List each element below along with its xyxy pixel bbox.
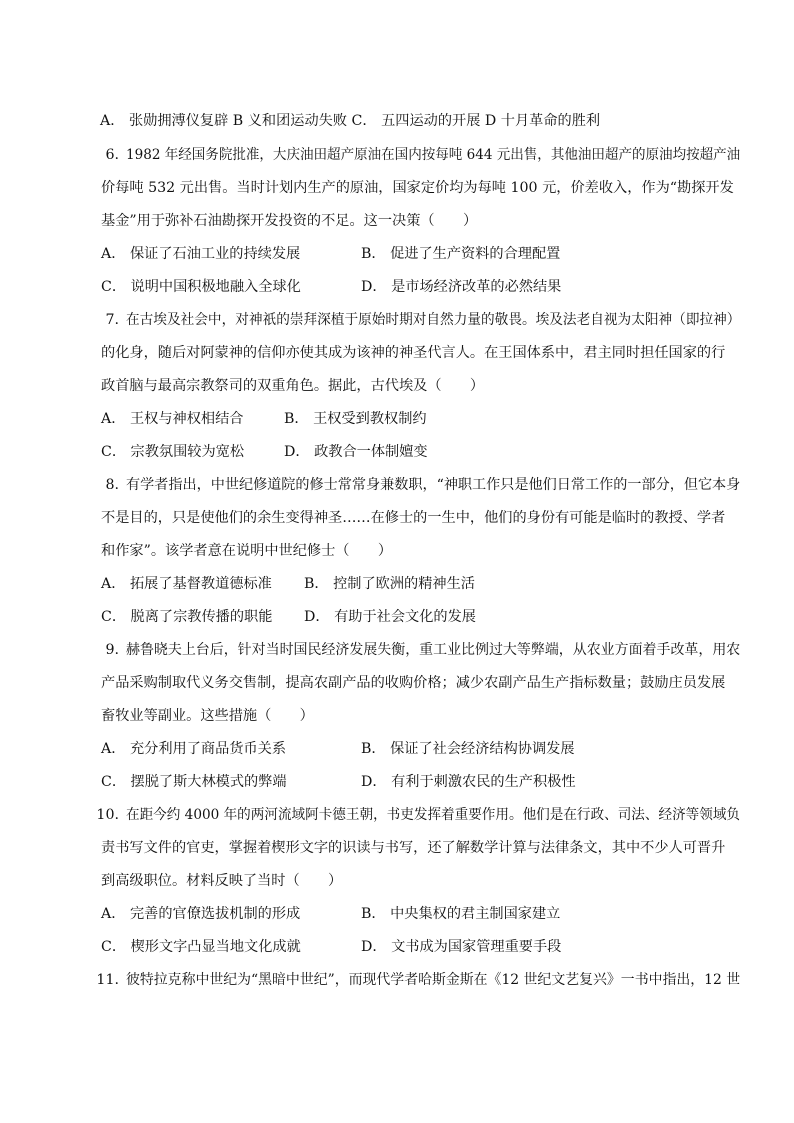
- q9-stem-line-2: 产品采购制取代义务交售制，提高农副产品的收购价格；减少农副产品生产指标数量；鼓励庄员发展: [101, 675, 726, 691]
- q8-option-d[interactable]: D． 有助于社会文化的发展: [304, 609, 476, 625]
- q9-stem-line-3: 畜牧业等副业。这些措施（ ）: [101, 708, 314, 724]
- q7-number: 7.: [105, 312, 119, 328]
- q10-number: 10.: [96, 807, 119, 823]
- q7-stem-line-3: 政首脑与最高宗教祭司的双重角色。据此，古代埃及（ ）: [101, 378, 485, 394]
- q8-option-a[interactable]: A． 拓展了基督教道德标准: [101, 576, 272, 592]
- q9-stem-line-1: 赫鲁晓夫上台后，针对当时国民经济发展失衡，重工业比例过大等弊端，从农业方面着手改革，用农: [126, 642, 741, 658]
- q11-stem-line-1: 彼特拉克称中世纪为“黑暗中世纪”，而现代学者哈斯金斯在《12 世纪文艺复兴》一书中指出，12 世: [126, 972, 741, 988]
- q10-stem-line-3: 到高级职位。材料反映了当时（ ）: [101, 873, 343, 889]
- q9-option-c[interactable]: C． 摆脱了斯大林模式的弊端: [101, 774, 287, 790]
- q6-option-b[interactable]: B． 促进了生产资料的合理配置: [361, 246, 561, 262]
- q9-option-b[interactable]: B． 保证了社会经济结构协调发展: [361, 741, 575, 757]
- q5-options: A． 张勋拥溥仪复辟 B 义和团运动失败 C． 五四运动的开展 D 十月革命的胜利: [100, 113, 601, 129]
- q11-number: 11.: [96, 972, 119, 988]
- q6-option-d[interactable]: D． 是市场经济改革的必然结果: [361, 279, 562, 295]
- q10-option-d[interactable]: D． 文书成为国家管理重要手段: [361, 939, 562, 955]
- q7-option-a[interactable]: A． 王权与神权相结合: [101, 411, 244, 427]
- q7-stem-line-1: 在古埃及社会中，对神祇的崇拜深植于原始时期对自然力量的敬畏。埃及法老自视为太阳神（即拉神）: [126, 312, 741, 328]
- q6-stem-line-2: 价每吨 532 元出售。当时计划内生产的原油，国家定价均为每吨 100 元，价差收入，作为“勘探开发: [101, 180, 734, 196]
- q7-option-d[interactable]: D． 政教合一体制嬗变: [284, 444, 428, 460]
- q8-stem-line-1: 有学者指出，中世纪修道院的修士常常身兼数职，“神职工作只是他们日常工作的一部分，但它本身: [126, 477, 741, 493]
- q8-stem-line-3: 和作家”。该学者意在说明中世纪修士（ ）: [101, 543, 393, 559]
- q9-option-a[interactable]: A． 充分利用了商品货币关系: [101, 741, 287, 757]
- q6-stem-line-3: 基金”用于弥补石油勘探开发投资的不足。这一决策（ ）: [101, 213, 478, 229]
- q10-stem-line-2: 责书写文件的官吏，掌握着楔形文字的识读与书写，还了解数学计算与法律条文，其中不少人可晋升: [101, 840, 726, 856]
- q8-stem-line-2: 不是目的，只是使他们的余生变得神圣……在修士的一生中，他们的身份有可能是临时的教授、学者: [101, 510, 726, 526]
- q10-option-b[interactable]: B． 中央集权的君主制国家建立: [361, 906, 561, 922]
- q6-option-c[interactable]: C． 说明中国积极地融入全球化: [101, 279, 301, 295]
- q7-option-c[interactable]: C． 宗教氛围较为宽松: [101, 444, 245, 460]
- q6-number: 6.: [105, 147, 119, 163]
- q9-number: 9.: [105, 642, 119, 658]
- q7-option-b[interactable]: B． 王权受到教权制约: [284, 411, 427, 427]
- q10-option-a[interactable]: A． 完善的官僚选拔机制的形成: [101, 906, 301, 922]
- q6-option-a[interactable]: A． 保证了石油工业的持续发展: [101, 246, 301, 262]
- q9-option-d[interactable]: D． 有利于刺激农民的生产积极性: [361, 774, 576, 790]
- q6-stem-line-1: 1982 年经国务院批准，大庆油田超产原油在国内按每吨 644 元出售，其他油田超产的原油均按超产油: [126, 147, 741, 163]
- q8-option-c[interactable]: C． 脱离了宗教传播的职能: [101, 609, 273, 625]
- q7-stem-line-2: 的化身，随后对阿蒙神的信仰亦使其成为该神的神圣代言人。在王国体系中，君主同时担任国家的行: [101, 345, 726, 361]
- q10-option-c[interactable]: C． 楔形文字凸显当地文化成就: [101, 939, 301, 955]
- q8-option-b[interactable]: B． 控制了欧洲的精神生活: [304, 576, 475, 592]
- q8-number: 8.: [105, 477, 119, 493]
- q10-stem-line-1: 在距今约 4000 年的两河流域阿卡德王朝，书吏发挥着重要作用。他们是在行政、司法、经济等领域负: [126, 807, 741, 823]
